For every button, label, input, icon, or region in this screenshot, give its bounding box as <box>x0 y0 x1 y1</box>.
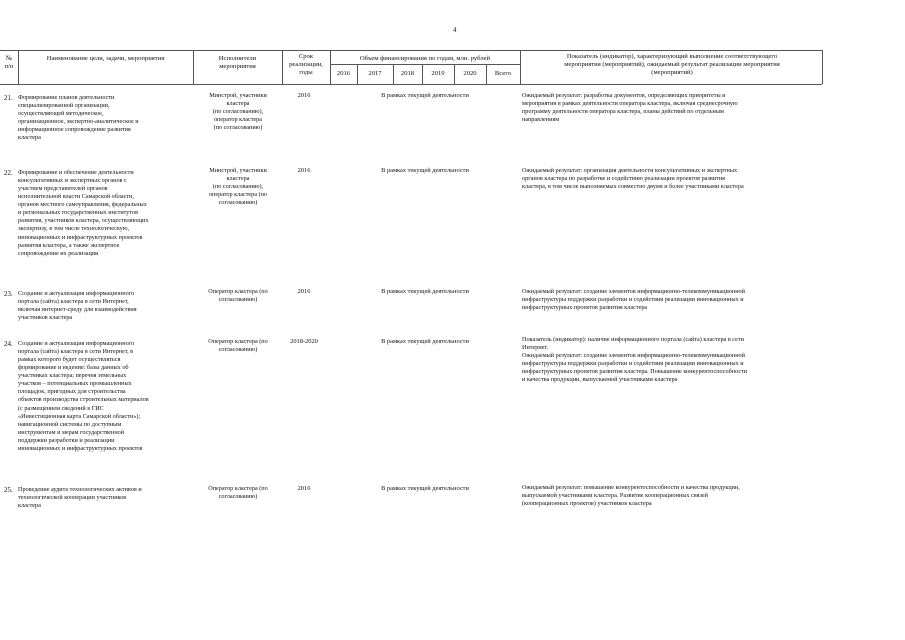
row-indicator: Ожидаемый результат: разработка документов, определяющих приоритеты и мероприятия в рамках деятельности оператора кластера, включая среднесрочную программу деятельности оператора кластера, планы действий по отдельным направлениям <box>522 92 738 124</box>
row-number: 22. <box>4 169 13 177</box>
row-funding: В рамках текущей деятельности <box>381 288 469 295</box>
row-executors: Минстрой, участники кластера (по согласованию), оператор кластера (по согласованию) <box>208 167 268 207</box>
header-year-2019: 2019 <box>431 70 445 77</box>
header-total: Всего <box>494 70 512 77</box>
row-funding: В рамках текущей деятельности <box>381 92 469 99</box>
row-funding: В рамках текущей деятельности <box>381 338 469 345</box>
header-num: № п/п <box>4 55 14 71</box>
row-number: 23. <box>4 290 13 298</box>
row-executors: Оператор кластера (по согласованию) <box>208 338 268 354</box>
header-bottom-border <box>0 84 822 85</box>
row-indicator: Ожидаемый результат: создание элементов информационно-телекоммуникационной инфраструктуры поддержки разработки и содействия реализации инновационных и инфраструктурных проектов развития кластера <box>522 288 745 312</box>
row-number: 21. <box>4 94 13 102</box>
header-year-2017: 2017 <box>368 70 382 77</box>
header-name: Наименование цели, задачи, мероприятия <box>46 55 165 62</box>
header-year-2020: 2020 <box>463 70 477 77</box>
row-executors: Минстрой, участники кластера (по согласованию), оператор кластера (по согласованию) <box>209 92 267 132</box>
row-term: 2016 <box>297 485 311 492</box>
row-number: 25. <box>4 486 13 494</box>
row-indicator: Показатель (индикатор): наличие информационного портала (сайта) кластера в сети Интернет. Ожидаемый результат: создание элементов информационно-телекоммуникационной инфраструктуры поддержки разработки и содействия реализации инновационных и инфраструктурных проектов развития кластера. Повышение конкурентоспособности и качества продукции, выпускаемой участниками кластера <box>522 336 748 384</box>
row-term: 2016 <box>297 92 311 99</box>
row-executors: Оператор кластера (по согласованию) <box>208 288 268 304</box>
row-name: Создание и актуализация информационного портала (сайта) кластера в сети Интернет, в рамках которого будет осуществляться формирование и ведение: базы данных об участниках кластера; перечня земельных участков – потенциальных промышленных площадок, пригодных для строительства объектов производства строительных материалов (с размещением сведений в ГИС «Инвестиционная карта Самарской области»); навигационной системы по доступным инструментам и мерам государственной поддержки разработки и реализации инновационных и инфраструктурных проектов <box>18 340 149 452</box>
row-name: Формирование планов деятельности специализированной организации, осуществляющей методическое, организационное, экспертно-аналитическое и информационное сопровождение развития кластера <box>18 94 139 142</box>
header-term: Срок реализации, годы <box>289 53 323 77</box>
row-funding: В рамках текущей деятельности <box>381 167 469 174</box>
row-term: 2016 <box>297 288 311 295</box>
header-executors: Исполнители мероприятия <box>218 55 257 71</box>
header-year-2018: 2018 <box>400 70 415 77</box>
row-name: Создание и актуализация информационного портала (сайта) кластера в сети Интернет, включая интернет-среду для взаимодействия участников кластера <box>18 290 137 322</box>
funding-divider <box>330 64 520 65</box>
col-line <box>822 50 823 84</box>
col-line <box>520 50 521 84</box>
row-term: 2018-2020 <box>290 338 318 345</box>
header-funding: Объем финансирования по годам, млн. рублей <box>359 55 491 62</box>
header-top-border <box>0 50 822 51</box>
page-marker: 4 <box>453 26 457 34</box>
row-term: 2016 <box>297 167 311 174</box>
header-year-2016: 2016 <box>336 70 351 77</box>
row-name: Формирование и обеспечение деятельности консультативных и экспертных органов с участием представителей органов исполнительной власти Самарской области, органов местного самоуправления, федеральных и региональных государственных институтов развития, участников кластера, осуществляющих экспертизу, в том числе технологическую, инновационных и инфраструктурных проектов развития кластера, а также экспертное сопровождение их реализации <box>18 169 149 257</box>
row-indicator: Ожидаемый результат: организация деятельности консультативных и экспертных органов кластера по разработке и содействию реализации проектов развития кластера, в том числе выполняемых совместно двумя и более участниками кластера <box>522 167 744 191</box>
row-indicator: Ожидаемый результат: повышение конкурентоспособности и качества продукции, выпускаемой участниками кластера. Развитие кооперационных связей (кооперационных проектов) участников кластера <box>522 484 740 508</box>
row-number: 24. <box>4 340 13 348</box>
row-funding: В рамках текущей деятельности <box>381 485 469 492</box>
header-indicator: Показатель (индикатор), характеризующий выполнение соответствующего мероприятия (мероприятий), ожидаемый результат реализации мероприятия (мероприятий) <box>564 53 780 77</box>
row-executors: Оператор кластера (по согласованию) <box>208 485 268 501</box>
row-name: Проведение аудита технологических активов и технологической кооперации участников кластера <box>18 486 142 510</box>
